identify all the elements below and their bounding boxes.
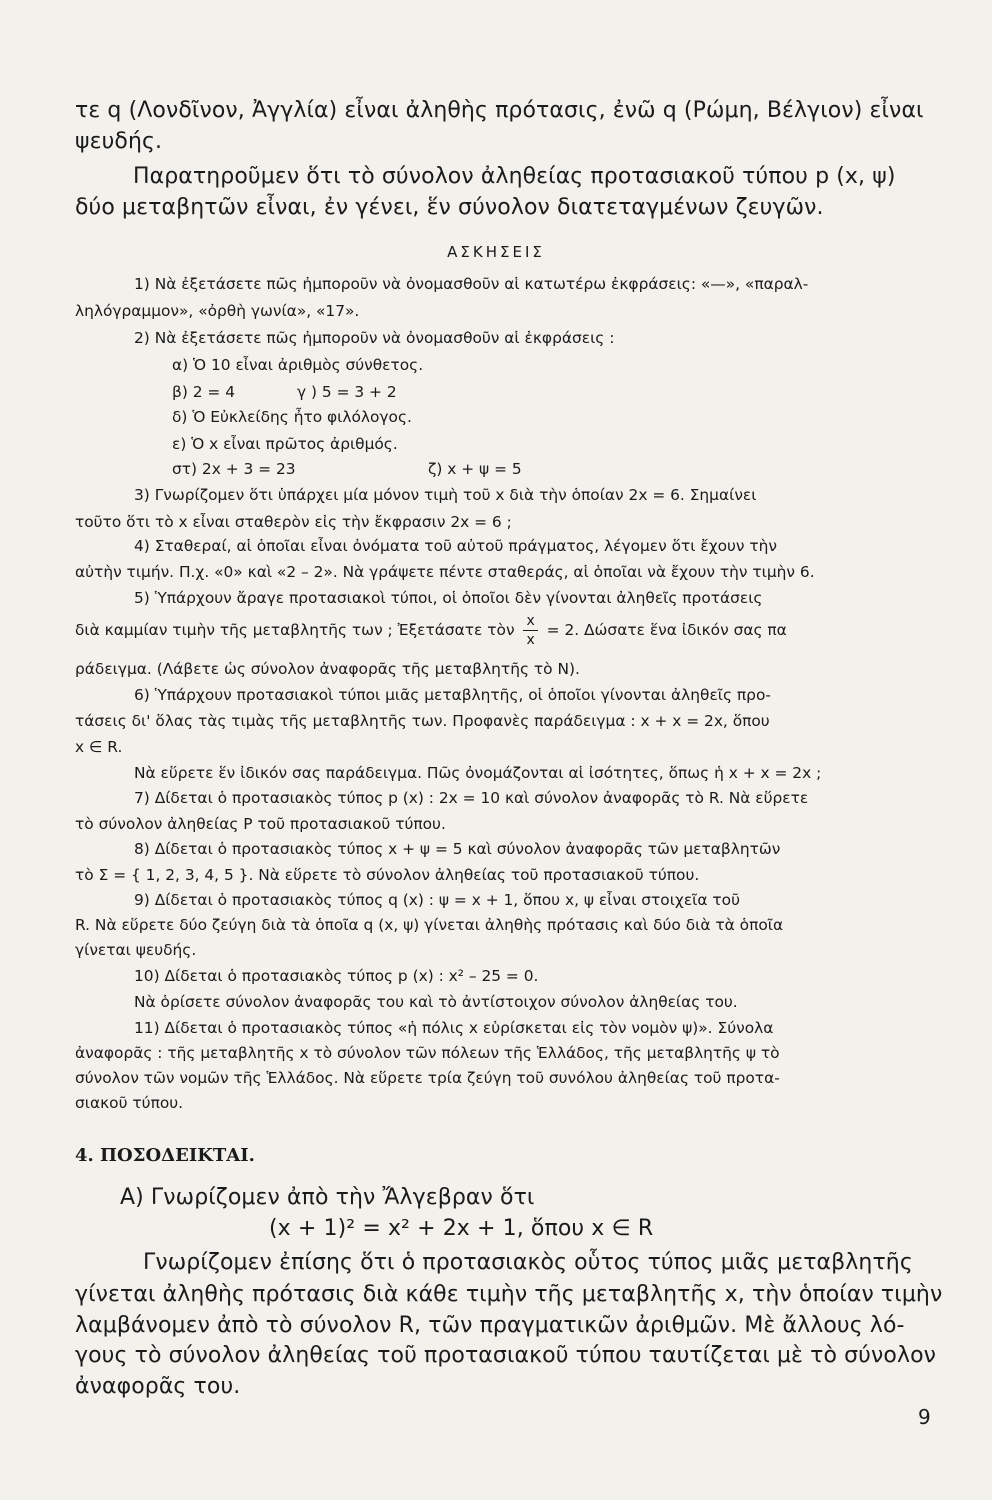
intro-line-3: Παρατηροῦμεν ὅτι τὸ σύνολον ἀληθείας προτασιακοῦ τύπου p (x, ψ): [133, 164, 896, 189]
exercises-title: ΑΣΚΗΣΕΙΣ: [447, 243, 545, 261]
exercise-5-line-3: ράδειγμα. (Λάβετε ὡς σύνολον ἀναφορᾶς τῆς μεταβλητῆς τὸ N).: [75, 660, 580, 678]
exercise-2-g: γ ) 5 = 3 + 2: [297, 383, 397, 401]
exercise-5-line-2: [75, 614, 787, 647]
exercise-7-line-1: 7) Δίδεται ὁ προτασιακὸς τύπος p (x) : 2x = 10 καὶ σύνολον ἀναφορᾶς τὸ R. Νὰ εὕρετε: [134, 789, 809, 807]
exercise-7-line-2: τὸ σύνολον ἀληθείας P τοῦ προτασιακοῦ τύπου.: [75, 815, 446, 833]
section-heading: 4. ΠΟΣΟΔΕΙΚΤΑΙ.: [75, 1145, 255, 1166]
exercise-6-line-4: Νὰ εὕρετε ἕν ἰδικόν σας παράδειγμα. Πῶς ὀνομάζονται αἱ ἰσότητες, ὅπως ἡ x + x = 2x ;: [134, 764, 822, 782]
exercise-9-line-2: R. Νὰ εὕρετε δύο ζεύγη διὰ τὰ ὁποῖα q (x, ψ) γίνεται ἀληθὴς πρότασις καὶ δύο διὰ τὰ ὁποῖα: [75, 916, 784, 934]
exercise-2-st: στ) 2x + 3 = 23: [172, 460, 296, 478]
exercise-6-line-2: τάσεις δι' ὅλας τὰς τιμὰς τῆς μεταβλητῆς των. Προφανὲς παράδειγμα : x + x = 2x, ὅπου: [75, 712, 770, 730]
exercise-6-line-1: 6) Ὑπάρχουν προτασιακοὶ τύποι μιᾶς μεταβλητῆς, οἱ ὁποῖοι γίνονται ἀληθεῖς προ-: [134, 686, 771, 704]
exercise-5-text-after: = 2. Δώσατε ἕνα ἰδικόν σας πα: [546, 621, 787, 639]
exercise-11-line-4: σιακοῦ τύπου.: [75, 1094, 184, 1112]
exercise-8-line-1: 8) Δίδεται ὁ προτασιακὸς τύπος x + ψ = 5 καὶ σύνολον ἀναφορᾶς τῶν μεταβλητῶν: [134, 840, 781, 858]
exercise-8-line-2: τὸ Σ = { 1, 2, 3, 4, 5 }. Νὰ εὕρετε τὸ σύνολον ἀληθείας τοῦ προτασιακοῦ τύπου.: [75, 866, 700, 884]
fraction-x-over-x: [523, 614, 537, 647]
section-paragraph-line-1: Γνωρίζομεν ἐπίσης ὅτι ὁ προτασιακὸς οὗτος τύπος μιᾶς μεταβλητῆς: [143, 1250, 913, 1275]
exercise-2-a: α) Ὁ 10 εἶναι ἀριθμὸς σύνθετος.: [172, 356, 424, 374]
exercise-10-line-2: Νὰ ὁρίσετε σύνολον ἀναφορᾶς του καὶ τὸ ἀντίστοιχον σύνολον ἀληθείας του.: [134, 993, 738, 1011]
exercise-2-z: ζ) x + ψ = 5: [428, 460, 522, 478]
exercise-11-line-2: ἀναφορᾶς : τῆς μεταβλητῆς x τὸ σύνολον τῶν πόλεων τῆς Ἑλλάδος, τῆς μεταβλητῆς ψ τὸ: [75, 1044, 780, 1062]
exercise-11-line-3: σύνολον τῶν νομῶν τῆς Ἑλλάδος. Νὰ εὕρετε τρία ζεύγη τοῦ συνόλου ἀληθείας τοῦ προτα-: [75, 1069, 780, 1087]
exercise-4-line-2: αὐτὴν τιμήν. Π.χ. «0» καὶ «2 – 2». Νὰ γράψετε πέντε σταθεράς, αἱ ὁποῖαι νὰ ἔχουν τὴν τιμὴν 6.: [75, 563, 815, 581]
section-a-label: A) Γνωρίζομεν ἀπὸ τὴν Ἄλγεβραν ὅτι: [120, 1185, 535, 1210]
section-paragraph-line-3: λαμβάνομεν ἀπὸ τὸ σύνολον R, τῶν πραγματικῶν ἀριθμῶν. Μὲ ἄλλους λό-: [75, 1313, 905, 1338]
exercise-9-line-1: 9) Δίδεται ὁ προτασιακὸς τύπος q (x) : ψ = x + 1, ὅπου x, ψ εἶναι στοιχεῖα τοῦ: [134, 891, 740, 909]
exercise-5-line-1: 5) Ὑπάρχουν ἄραγε προτασιακοὶ τύποι, οἱ ὁποῖοι δὲν γίνονται ἀληθεῖς προτάσεις: [134, 589, 763, 607]
intro-line-1: τε q (Λονδῖνον, Ἀγγλία) εἶναι ἀληθὴς πρότασις, ἐνῶ q (Ρώμη, Βέλγιον) εἶναι: [75, 98, 924, 123]
fraction-denominator: x: [526, 632, 535, 648]
section-paragraph-line-4: γους τὸ σύνολον ἀληθείας τοῦ προτασιακοῦ τύπου ταυτίζεται μὲ τὸ σύνολον: [75, 1343, 937, 1368]
exercise-2-d: δ) Ὁ Εὐκλείδης ἦτο φιλόλογος.: [172, 408, 412, 426]
section-formula: (x + 1)² = x² + 2x + 1, ὅπου x ∈ R: [269, 1216, 654, 1241]
section-paragraph-line-5: ἀναφορᾶς του.: [75, 1374, 241, 1399]
exercise-10-line-1: 10) Δίδεται ὁ προτασιακὸς τύπος p (x) : x² – 25 = 0.: [134, 967, 539, 985]
exercise-2-b: β) 2 = 4: [172, 383, 235, 401]
exercise-5-text-before: διὰ καμμίαν τιμὴν τῆς μεταβλητῆς των ; Ἐξετάσατε τὸν: [75, 621, 515, 639]
exercise-3-line-2: τοῦτο ὅτι τὸ x εἶναι σταθερὸν εἰς τὴν ἔκφρασιν 2x = 6 ;: [75, 513, 512, 531]
exercise-1-line-2: ληλόγραμμον», «ὀρθὴ γωνία», «17».: [75, 302, 360, 320]
exercise-1-line-1: 1) Νὰ ἐξετάσετε πῶς ἠμποροῦν νὰ ὀνομασθοῦν αἱ κατωτέρω ἐκφράσεις: «—», «παραλ-: [134, 275, 809, 293]
page-number: 9: [918, 1405, 931, 1429]
intro-line-2: ψευδής.: [75, 129, 163, 154]
exercise-9-line-3: γίνεται ψευδής.: [75, 941, 197, 959]
exercise-4-line-1: 4) Σταθεραί, αἱ ὁποῖαι εἶναι ὀνόματα τοῦ αὐτοῦ πράγματος, λέγομεν ὅτι ἔχουν τὴν: [134, 537, 778, 555]
fraction-numerator: x: [523, 614, 537, 631]
section-paragraph-line-2: γίνεται ἀληθὴς πρότασις διὰ κάθε τιμὴν τῆς μεταβλητῆς x, τὴν ὁποίαν τιμὴν: [75, 1282, 943, 1307]
exercise-2: 2) Νὰ ἐξετάσετε πῶς ἠμποροῦν νὰ ὀνομασθοῦν αἱ ἐκφράσεις :: [134, 329, 615, 347]
exercise-6-line-3: x ∈ R.: [75, 738, 123, 756]
exercise-2-e: ε) Ὁ x εἶναι πρῶτος ἀριθμός.: [172, 435, 398, 453]
exercise-11-line-1: 11) Δίδεται ὁ προτασιακὸς τύπος «ἡ πόλις x εὑρίσκεται εἰς τὸν νομὸν ψ)». Σύνολα: [134, 1019, 774, 1037]
exercise-3-line-1: 3) Γνωρίζομεν ὅτι ὑπάρχει μία μόνον τιμὴ τοῦ x διὰ τὴν ὁποίαν 2x = 6. Σημαίνει: [134, 486, 757, 504]
intro-line-4: δύο μεταβητῶν εἶναι, ἐν γένει, ἕν σύνολον διατεταγμένων ζευγῶν.: [75, 195, 824, 220]
